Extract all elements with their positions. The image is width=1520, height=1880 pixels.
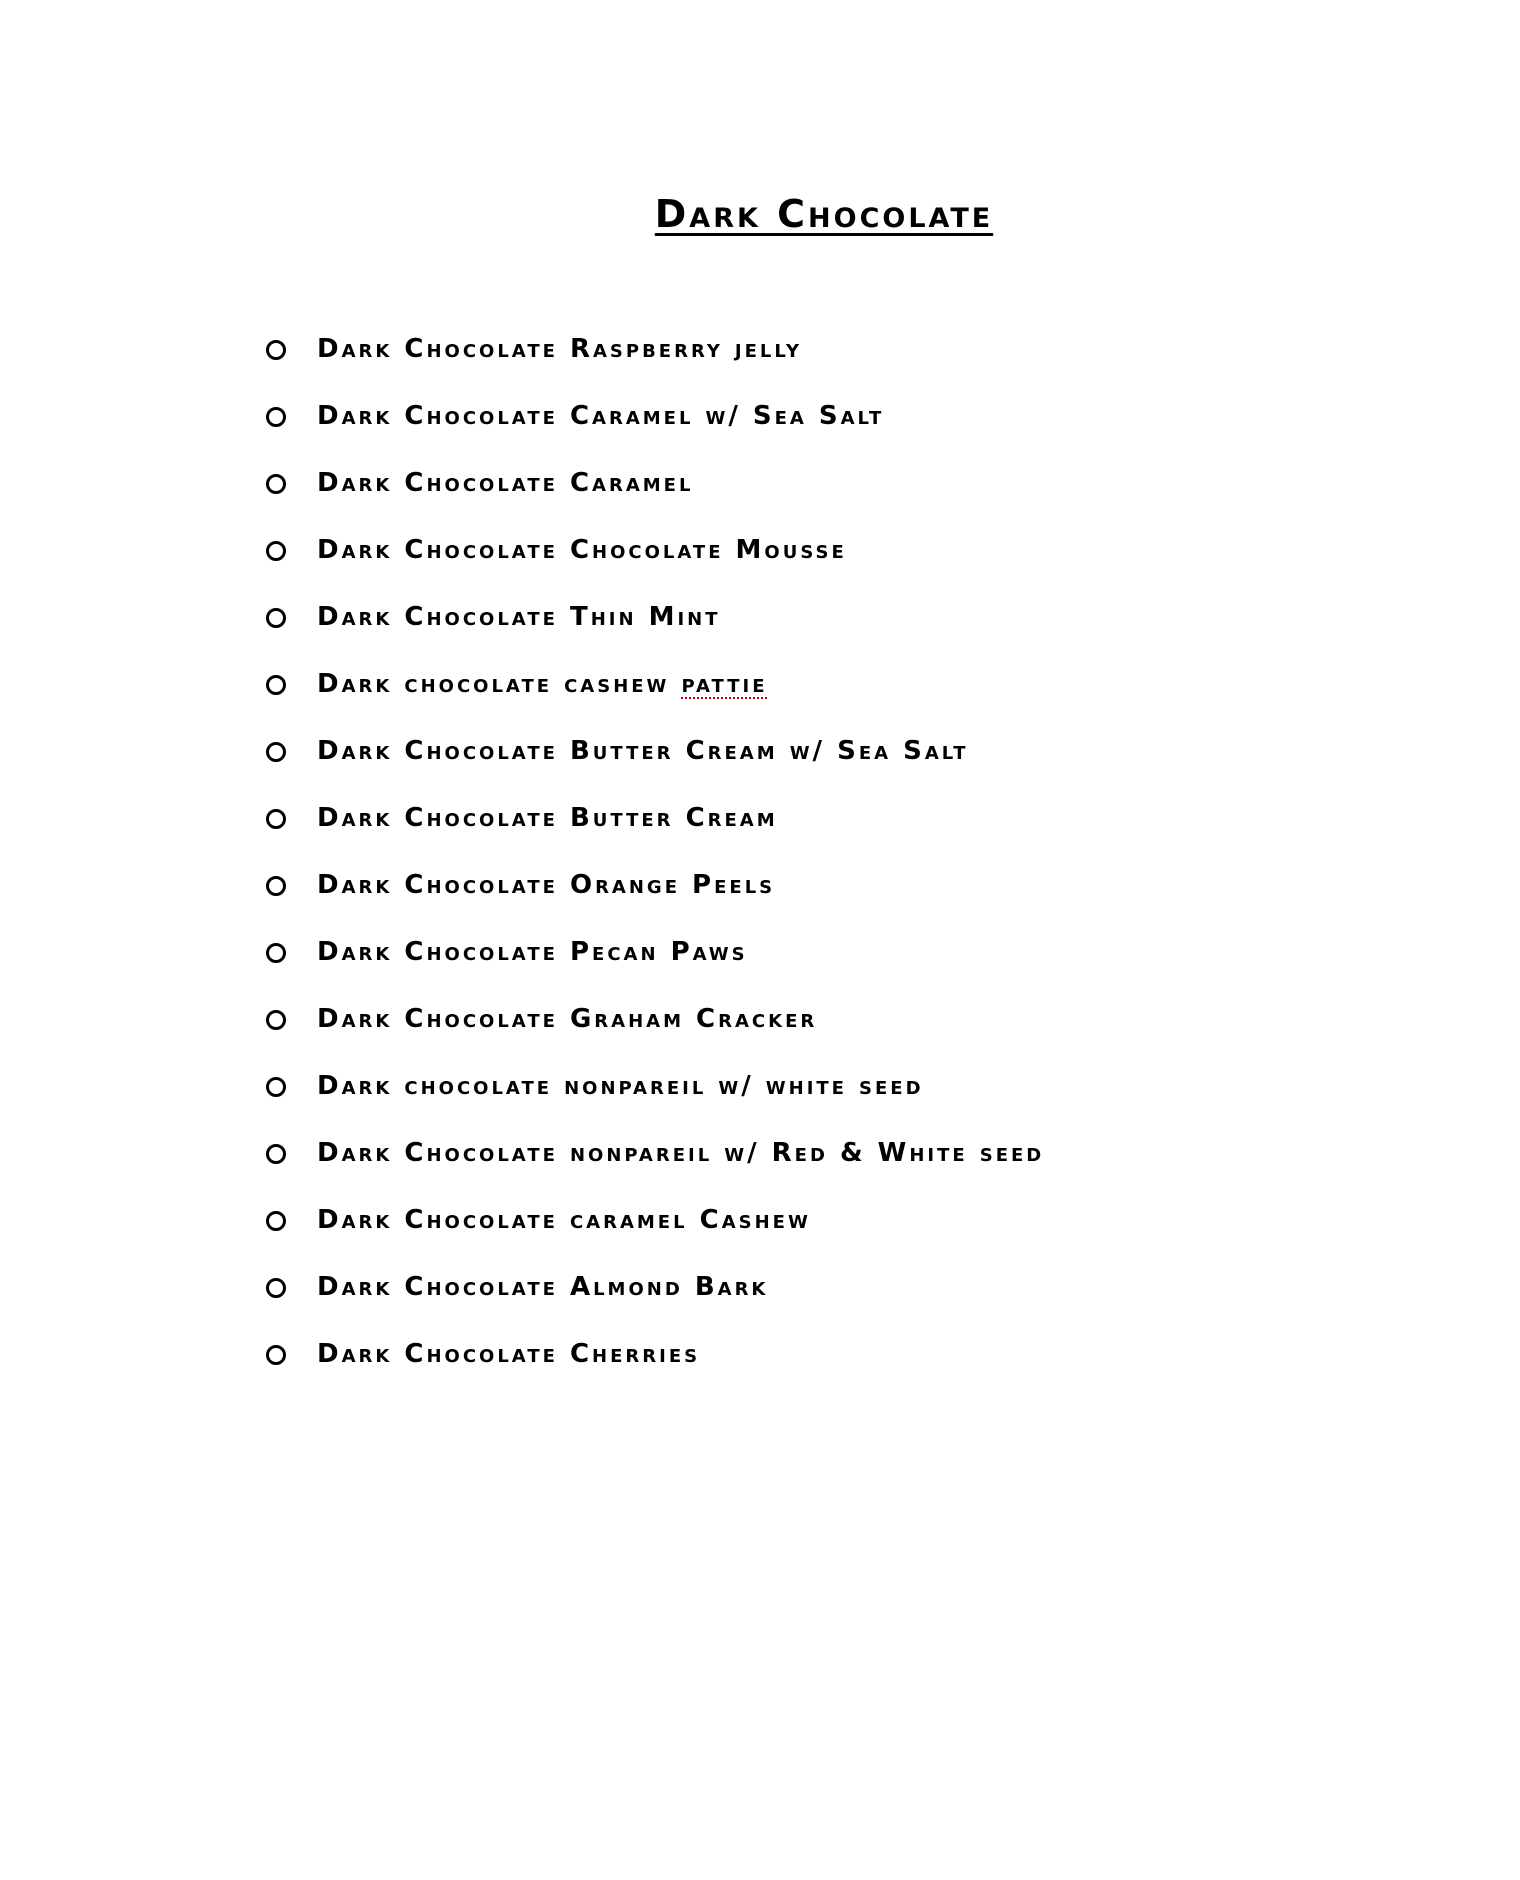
hollow-circle-bullet-icon <box>266 340 286 360</box>
list-item <box>264 852 1344 919</box>
list-item-text: Dark Chocolate Butter Cream w/ Sea Salt <box>317 736 969 766</box>
list-item-text: Dark Chocolate Chocolate Mousse <box>317 535 847 565</box>
list-item <box>264 1053 1344 1120</box>
hollow-circle-bullet-icon <box>266 675 286 695</box>
list-item-text: Dark Chocolate Caramel <box>317 468 694 498</box>
list-item-text: Dark Chocolate Almond Bark <box>317 1272 769 1302</box>
hollow-circle-bullet-icon <box>266 407 286 427</box>
hollow-circle-bullet-icon <box>266 541 286 561</box>
list-item <box>264 1254 1344 1321</box>
list-item-text: Dark chocolate cashew <box>317 669 682 699</box>
list-item <box>264 718 1344 785</box>
list-item <box>264 383 1344 450</box>
list-item <box>264 1321 1344 1388</box>
list-item <box>264 651 1344 718</box>
list-item <box>264 450 1344 517</box>
list-item-text: Dark Chocolate Thin Mint <box>317 602 721 632</box>
list-item-text: Dark Chocolate Graham Cracker <box>317 1004 818 1034</box>
hollow-circle-bullet-icon <box>266 1211 286 1231</box>
list-item-text: Dark Chocolate caramel Cashew <box>317 1205 811 1235</box>
list-item <box>264 517 1344 584</box>
hollow-circle-bullet-icon <box>266 1345 286 1365</box>
list-item-text: Dark chocolate nonpareil w/ white seed <box>317 1071 924 1101</box>
list-item <box>264 919 1344 986</box>
list-item <box>264 1120 1344 1187</box>
list-item <box>264 785 1344 852</box>
list-item-text: Dark Chocolate Butter Cream <box>317 803 778 833</box>
page-title <box>0 192 1520 237</box>
list-item-text: Dark Chocolate Raspberry jelly <box>317 334 803 364</box>
list-item-text: Dark Chocolate nonpareil w/ Red & White seed <box>317 1138 1045 1168</box>
list-item <box>264 986 1344 1053</box>
hollow-circle-bullet-icon <box>266 943 286 963</box>
list-item-text: Dark Chocolate Caramel w/ Sea Salt <box>317 401 885 431</box>
list-item-text: Dark Chocolate Orange Peels <box>317 870 776 900</box>
hollow-circle-bullet-icon <box>266 742 286 762</box>
list-item <box>264 1187 1344 1254</box>
list-item <box>264 316 1344 383</box>
chocolate-list <box>264 316 1344 1388</box>
hollow-circle-bullet-icon <box>266 809 286 829</box>
hollow-circle-bullet-icon <box>266 1144 286 1164</box>
list-item-text: Dark Chocolate Pecan Paws <box>317 937 748 967</box>
hollow-circle-bullet-icon <box>266 608 286 628</box>
list-item <box>264 584 1344 651</box>
page-title-text: Dark Chocolate <box>654 192 994 237</box>
list-item-text: Dark Chocolate Cherries <box>317 1339 701 1369</box>
hollow-circle-bullet-icon <box>266 1077 286 1097</box>
hollow-circle-bullet-icon <box>266 474 286 494</box>
hollow-circle-bullet-icon <box>266 1278 286 1298</box>
hollow-circle-bullet-icon <box>266 876 286 896</box>
spellcheck-flagged-word[interactable]: pattie <box>681 669 768 699</box>
hollow-circle-bullet-icon <box>266 1010 286 1030</box>
